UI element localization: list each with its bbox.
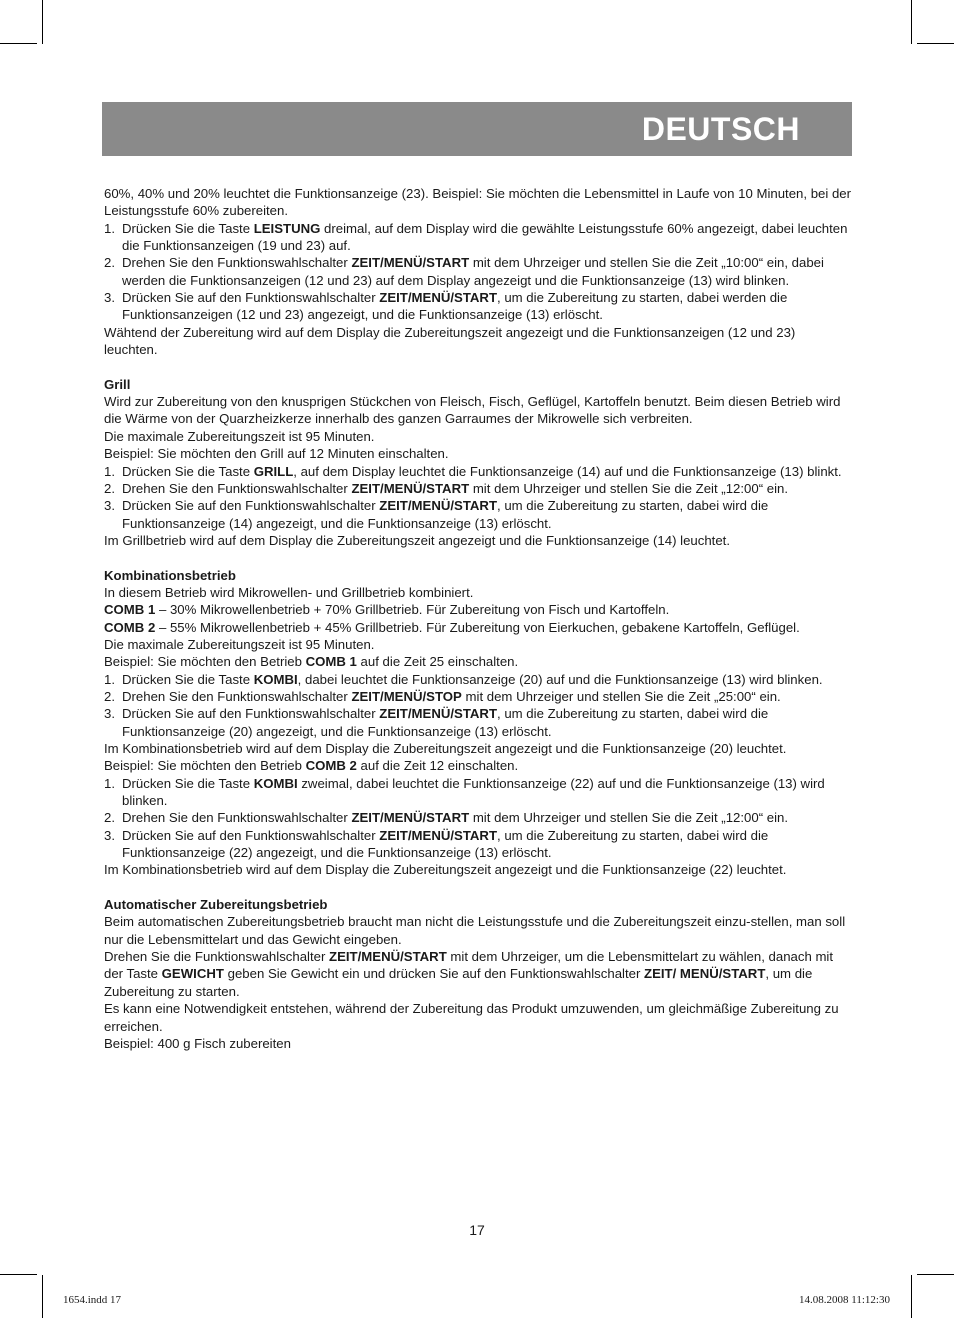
paragraph: In diesem Betrieb wird Mikrowellen- und Grillbetrieb kombiniert.	[104, 584, 474, 600]
crop-mark	[917, 1274, 954, 1275]
paragraph: 60%, 40% und 20% leuchtet die Funktionsanzeige (23). Beispiel: Sie möchten die Lebensmittel in Laufe von 10 Minuten, bei der Leistungsstufe 60% zubereiten.	[104, 186, 852, 219]
section-heading-grill: Grill	[104, 376, 131, 392]
paragraph: Beispiel: Sie möchten den Betrieb COMB 2 auf die Zeit 12 einschalten.	[104, 758, 519, 774]
list-item: 3. Drücken Sie auf den Funktionswahlschalter ZEIT/MENÜ/START, um die Zubereitung zu starten, dabei wird die Funktionsanzeige (20) angezeigt, und die Funktionsanzeige (13) erlöscht.	[104, 706, 769, 739]
list-item: 2. Drehen Sie den Funktionswahlschalter ZEIT/MENÜ/START mit dem Uhrzeiger und stellen Sie die Zeit „12:00“ ein.	[104, 480, 789, 496]
combo2-list	[104, 775, 852, 862]
combo1-list	[104, 671, 852, 740]
paragraph: Es kann eine Notwendigkeit entstehen, während der Zubereitung das Produkt umzuwenden, um gleichmäßige Zubereitung zu erreichen.	[104, 1001, 839, 1034]
paragraph: Im Grillbetrieb wird auf dem Display die Zubereitungszeit angezeigt und die Funktionsanzeige (14) leuchtet.	[104, 532, 731, 548]
list-item: 2. Drehen Sie den Funktionswahlschalter ZEIT/MENÜ/STOP mit dem Uhrzeiger und stellen Sie die Zeit „25:00“ ein.	[104, 688, 781, 704]
list-item: 1. Drücken Sie die Taste KOMBI zweimal, dabei leuchtet die Funktionsanzeige (22) auf und die Funktionsanzeige (13) wird blinken.	[104, 775, 825, 809]
footer-datetime: 14.08.2008 11:12:30	[799, 1294, 890, 1306]
list-item: 1. Drücken Sie die Taste KOMBI, dabei leuchtet die Funktionsanzeige (20) auf und die Funktionsanzeige (13) wird blinken.	[104, 671, 823, 687]
list-item: 3. Drücken Sie auf den Funktionswahlschalter ZEIT/MENÜ/START, um die Zubereitung zu starten, dabei werden die Funktionsanzeigen (12 und 23) angezeigt, und die Funktionsanzeige (13) erlöscht.	[104, 290, 788, 323]
footer-filename: 1654.indd 17	[63, 1294, 122, 1306]
paragraph: Beim automatischen Zubereitungsbetrieb braucht man nicht die Leistungsstufe und die Zubereitungszeit einzu-stellen, man soll nur die Lebensmittelart und das Gewicht eingeben.	[104, 914, 846, 947]
intro-list	[104, 220, 852, 324]
page-title: DEUTSCH	[641, 111, 800, 147]
list-item: 1. Drücken Sie die Taste GRILL, auf dem Display leuchtet die Funktionsanzeige (14) auf und die Funktionsanzeige (13) blinkt.	[104, 463, 842, 479]
list-item: 2. Drehen Sie den Funktionswahlschalter ZEIT/MENÜ/START mit dem Uhrzeiger und stellen Sie die Zeit „12:00“ ein.	[104, 810, 789, 826]
paragraph: COMB 1 – 30% Mikrowellenbetrieb + 70% Grillbetrieb. Für Zubereitung von Fisch und Kartoffeln.	[104, 602, 670, 618]
paragraph: Im Kombinationsbetrieb wird auf dem Display die Zubereitungszeit angezeigt und die Funktionsanzeige (20) leuchtet.	[104, 741, 787, 756]
crop-mark	[917, 43, 954, 44]
paragraph: Die maximale Zubereitungszeit ist 95 Minuten.	[104, 428, 375, 444]
crop-mark	[911, 0, 912, 44]
section-heading-combination: Kombinationsbetrieb	[104, 567, 236, 583]
section-heading-automatic: Automatischer Zubereitungsbetrieb	[104, 897, 328, 913]
paragraph: Beispiel: Sie möchten den Betrieb COMB 1 auf die Zeit 25 einschalten.	[104, 654, 519, 670]
list-item: 3. Drücken Sie auf den Funktionswahlschalter ZEIT/MENÜ/START, um die Zubereitung zu starten, dabei wird die Funktionsanzeige (14) angezeigt, und die Funktionsanzeige (13) erlöscht.	[104, 498, 769, 531]
list-item: 3. Drücken Sie auf den Funktionswahlschalter ZEIT/MENÜ/START, um die Zubereitung zu starten, dabei wird die Funktionsanzeige (22) angezeigt, und die Funktionsanzeige (13) erlöscht.	[104, 827, 769, 861]
crop-mark	[42, 0, 43, 44]
crop-mark	[0, 43, 37, 44]
crop-mark	[0, 1274, 37, 1275]
page-number: 17	[469, 1222, 485, 1238]
crop-mark	[911, 1275, 912, 1318]
list-item: 2. Drehen Sie den Funktionswahlschalter ZEIT/MENÜ/START mit dem Uhrzeiger und stellen Sie die Zeit „10:00“ ein, dabei werden die Funktionsanzeigen (12 und 23) auf dem Display angezeigt und die Funktionsanzeige (13) wird blinken.	[104, 255, 824, 288]
paragraph: Beispiel: 400 g Fisch zubereiten	[104, 1035, 291, 1051]
document-body	[104, 185, 852, 1052]
paragraph: COMB 2 – 55% Mikrowellenbetrieb + 45% Grillbetrieb. Für Zubereitung von Eierkuchen, gebakene Kartoffeln, Geflügel.	[104, 619, 800, 635]
paragraph: Im Kombinationsbetrieb wird auf dem Display die Zubereitungszeit angezeigt und die Funktionsanzeige (22) leuchtet.	[104, 862, 787, 878]
paragraph: Beispiel: Sie möchten den Grill auf 12 Minuten einschalten.	[104, 446, 449, 462]
paragraph: Wähtend der Zubereitung wird auf dem Display die Zubereitungszeit angezeigt und die Funktionsanzeigen (12 und 23) leuchten.	[104, 324, 796, 358]
paragraph: Drehen Sie die Funktionswahlschalter ZEIT/MENÜ/START mit dem Uhrzeiger, um die Lebensmittelart zu wählen, danach mit der Taste GEWICHT geben Sie Gewicht ein und drücken Sie auf den Funktionswahlschalter ZEIT/ MENÜ/START, um die Zubereitung zu starten.	[104, 949, 834, 999]
crop-mark	[42, 1275, 43, 1318]
paragraph: Die maximale Zubereitungszeit ist 95 Minuten.	[104, 636, 375, 652]
paragraph: Wird zur Zubereitung von den knusprigen Stückchen von Fleisch, Fisch, Geflügel, Kartoffeln benutzt. Beim diesen Betrieb wird die Wärme von der Quarzheizkerze innerhalb des ganzen Garraumes der Mikrowelle sich verbreiten.	[104, 394, 841, 427]
language-header-bar	[102, 102, 852, 156]
grill-list	[104, 463, 852, 532]
list-item: 1. Drücken Sie die Taste LEISTUNG dreimal, auf dem Display wird die gewählte Leistungsstufe 60% angezeigt, dabei leuchten die Funktionsanzeigen (19 und 23) auf.	[104, 220, 848, 254]
